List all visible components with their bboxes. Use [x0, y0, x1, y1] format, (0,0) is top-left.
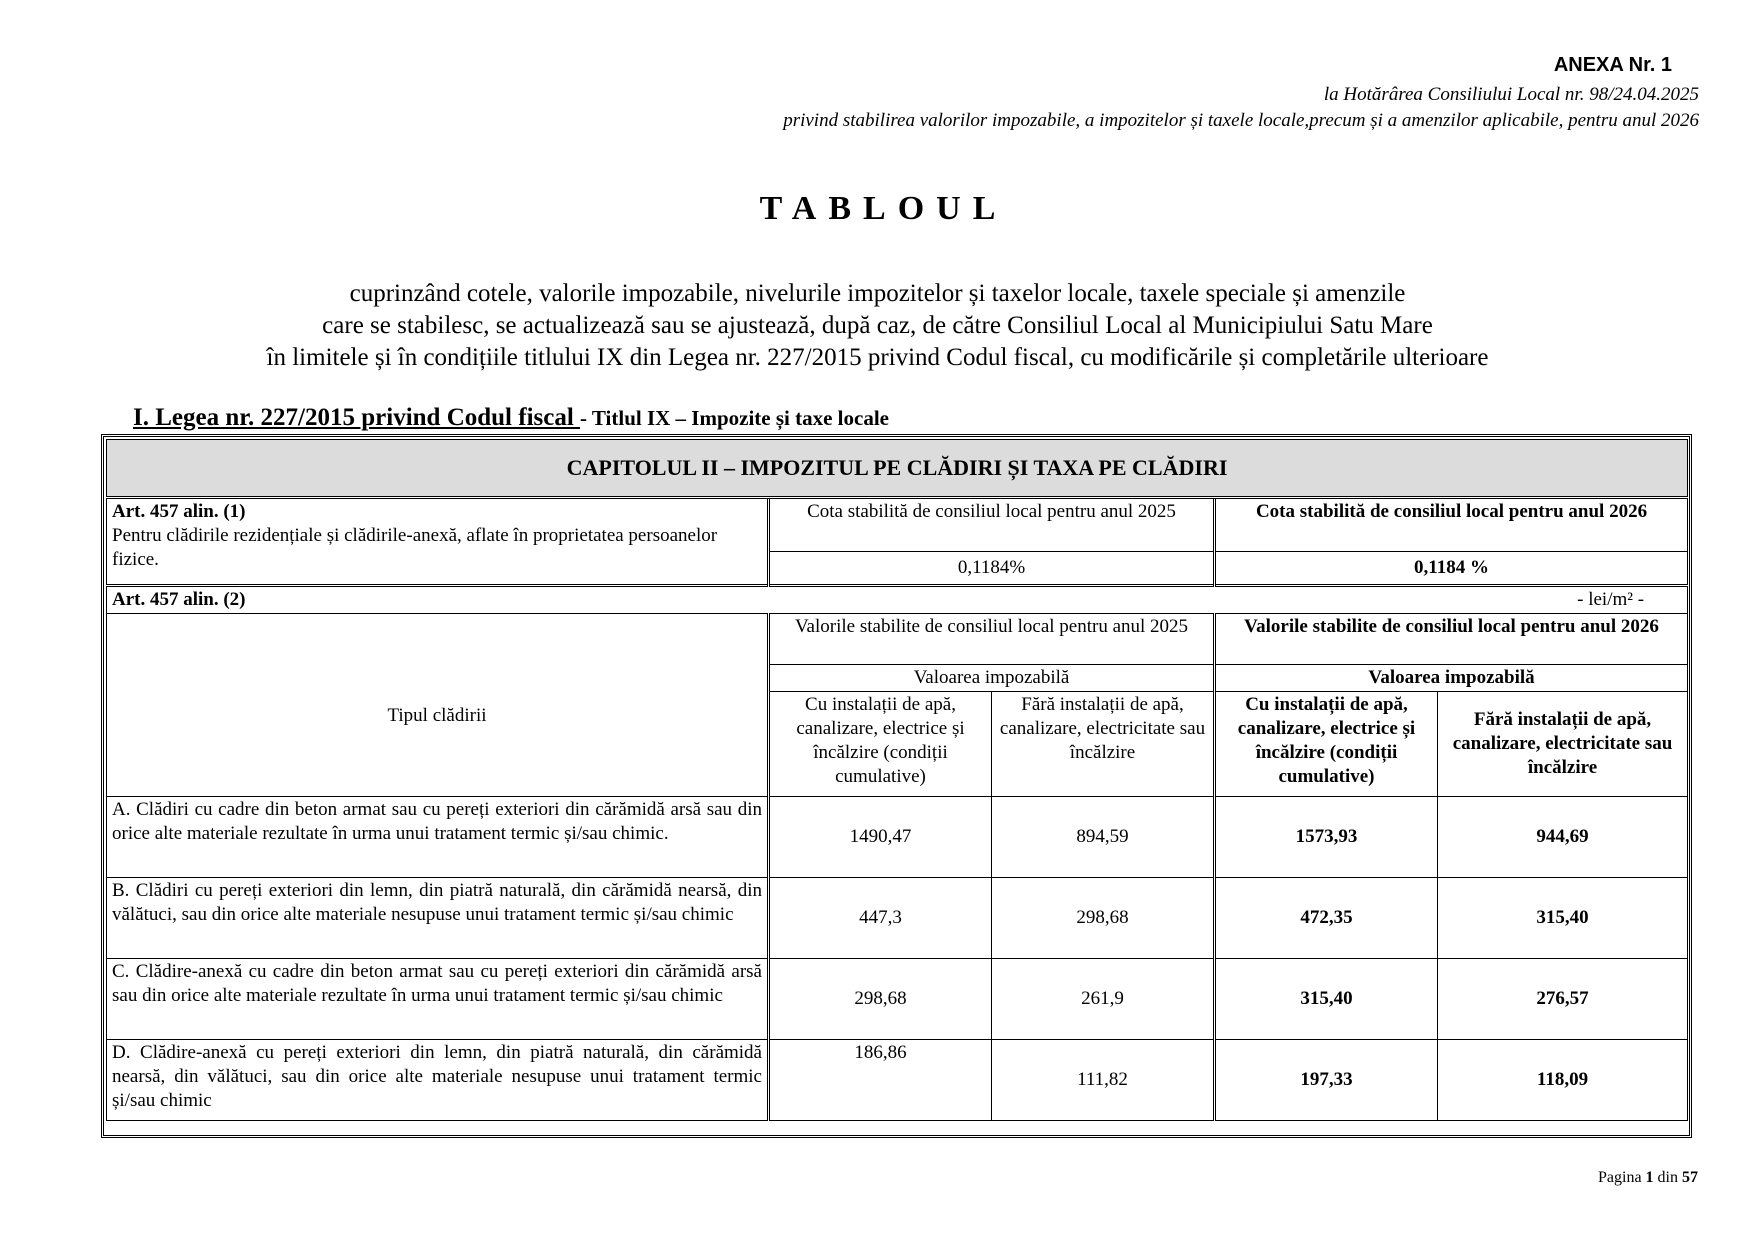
decision-subject: privind stabilirea valorilor impozabile, a impozitelor și taxele locale,precum și a amenzilor aplicabile, pentru anul 2026 [783, 110, 1699, 131]
section-heading [133, 404, 889, 432]
column-header-cu-2025: Cu instalații de apă, canalizare, electrice și încălzire (condiții cumulative) [769, 692, 992, 797]
column-header-fara-2025: Fără instalații de apă, canalizare, electricitate sau încălzire [992, 692, 1215, 797]
row-cu-2025: 447,3 [769, 878, 992, 959]
row-cu-2026: 197,33 [1215, 1040, 1438, 1121]
row-cu-2025: 186,86 [769, 1040, 992, 1121]
art2-head-2026: Valorile stabilite de consiliul local pentru anul 2026 [1215, 614, 1688, 665]
row-fara-2026: 276,57 [1438, 959, 1688, 1040]
art2-header [107, 586, 1688, 614]
row-cu-2026: 315,40 [1215, 959, 1438, 1040]
page-label: Pagina [1598, 1169, 1642, 1186]
column-header-fara-2026: Fără instalații de apă, canalizare, electricitate sau încălzire [1438, 692, 1688, 797]
law-title: I. Legea nr. 227/2015 privind Codul fiscal [133, 404, 581, 431]
unit-label: - lei/m² - [1577, 589, 1645, 610]
document-title: TABLOUL [759, 190, 1008, 227]
annex-number: ANEXA Nr. 1 [1553, 54, 1672, 76]
row-fara-2026: 944,69 [1438, 797, 1688, 878]
art2-head-2025: Valorile stabilite de consiliul local pentru anul 2025 [769, 614, 1215, 665]
table-row [107, 797, 1688, 878]
row-tip: C. Clădire-anexă cu cadre din beton armat sau cu pereți exteriori din cărămidă arsă sau din orice alte materiale rezultate în urma unui tratament termic și/sau chimic [107, 959, 769, 1040]
intro-line: care se stabilesc, se actualizează sau se ajustează, după caz, de către Consiliul Local al Municipiului Satu Mare [322, 312, 1433, 339]
row-fara-2025: 298,68 [992, 878, 1215, 959]
row-fara-2025: 261,9 [992, 959, 1215, 1040]
row-tip: B. Clădiri cu pereți exteriori din lemn, din piatră naturală, din cărămidă nearsă, din vălătuci, sau din orice alte materiale nesupuse unui tratament termic și/sau chimic [107, 878, 769, 959]
intro-line: cuprinzând cotele, valorile impozabile, nivelurile impozitelor și taxelor locale, taxele speciale și amenzile [349, 280, 1406, 307]
row-tip: A. Clădiri cu cadre din beton armat sau cu pereți exteriori din cărămidă arsă sau din orice alte materiale rezultate în urma unui tratament termic și/sau chimic. [107, 797, 769, 878]
table-row [107, 959, 1688, 1040]
row-cu-2025: 298,68 [769, 959, 992, 1040]
valoarea-2026: Valoarea impozabilă [1215, 665, 1688, 692]
row-cu-2026: 472,35 [1215, 878, 1438, 959]
column-header-tip: Tipul clădirii [107, 614, 769, 797]
row-fara-2025: 111,82 [992, 1040, 1215, 1121]
art1-description-cell [107, 498, 769, 586]
tax-table [106, 439, 1688, 1121]
row-fara-2025: 894,59 [992, 797, 1215, 878]
art1-head-2025: Cota stabilită de consiliul local pentru anul 2025 [769, 498, 1215, 552]
current-page: 1 [1645, 1169, 1654, 1186]
total-pages: 57 [1682, 1169, 1698, 1186]
art1-ref: Art. 457 alin. (1) [112, 501, 246, 522]
table-row [107, 1040, 1688, 1121]
row-tip: D. Clădire-anexă cu pereți exteriori din lemn, din piatră naturală, din cărămidă nearsă, din vălătuci, sau din orice alte materiale nesupuse unui tratament termic și/sau chimic [107, 1040, 769, 1121]
intro-paragraph [0, 278, 1755, 374]
chapter-header: CAPITOLUL II – IMPOZITUL PE CLĂDIRI ȘI TAXA PE CLĂDIRI [107, 440, 1688, 498]
art1-val-2026: 0,1184 % [1215, 552, 1688, 586]
table-row [107, 878, 1688, 959]
intro-line: în limitele și în condițiile titlului IX din Legea nr. 227/2015 privind Codul fiscal, cu modificările și completările ulterioare [266, 344, 1489, 371]
row-fara-2026: 118,09 [1438, 1040, 1688, 1121]
row-cu-2025: 1490,47 [769, 797, 992, 878]
valoarea-2025: Valoarea impozabilă [769, 665, 1215, 692]
page-number [1598, 1169, 1698, 1187]
column-header-cu-2026: Cu instalații de apă, canalizare, electrice și încălzire (condiții cumulative) [1215, 692, 1438, 797]
row-cu-2026: 1573,93 [1215, 797, 1438, 878]
page-of: din [1657, 1169, 1678, 1186]
law-subtitle: - Titlul IX – Impozite și taxe locale [580, 406, 889, 430]
row-fara-2026: 315,40 [1438, 878, 1688, 959]
decision-reference: la Hotărârea Consiliului Local nr. 98/24.04.2025 [1323, 84, 1699, 105]
art1-desc: Pentru clădirile rezidențiale și clădirile-anexă, aflate în proprietatea persoanelor fizice. [112, 525, 718, 570]
art1-val-2025: 0,1184% [769, 552, 1215, 586]
art2-ref: Art. 457 alin. (2) [112, 589, 246, 610]
art1-head-2026: Cota stabilită de consiliul local pentru anul 2026 [1215, 498, 1688, 552]
